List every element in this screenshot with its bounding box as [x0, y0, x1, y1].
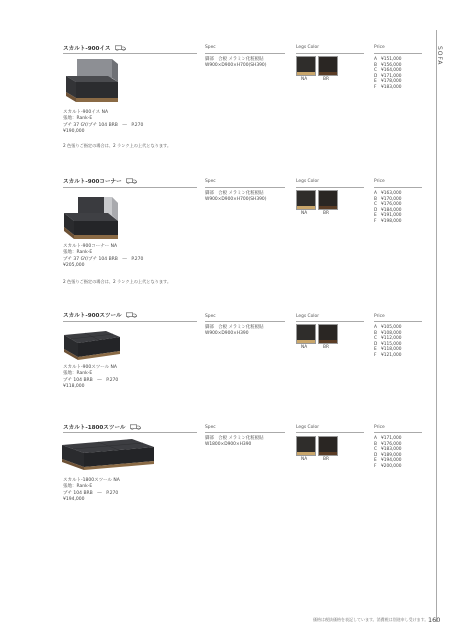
divider: [205, 187, 285, 188]
leg-color-header: Legs Color: [296, 179, 320, 184]
divider: [205, 432, 285, 433]
leg-color-header: Legs Color: [296, 45, 320, 50]
swatch-label: NA: [301, 457, 308, 462]
divider: [63, 432, 197, 433]
product-description: スカルト-900スツール NA 張地：Rank-E プチ 104 BRB ― P.270 ¥118,000: [63, 365, 119, 390]
divider: [374, 432, 422, 433]
leg-swatch-na: [296, 324, 316, 344]
divider: [63, 321, 197, 322]
spec-text: 脚部 合板 メラミン化粧板貼 W900×D900×H700(SH390): [205, 57, 267, 69]
price-list: [374, 191, 402, 225]
price-row: B ¥108,000: [374, 330, 402, 336]
price-row: D ¥189,000: [374, 452, 402, 458]
leg-color-header: Legs Color: [296, 314, 320, 319]
price-row: A ¥105,000: [374, 325, 402, 330]
price-row: D ¥115,000: [374, 341, 402, 347]
product-image-long-stool: [58, 435, 158, 475]
price-row: C ¥176,000: [374, 202, 402, 208]
price-row: E ¥194,000: [374, 458, 402, 464]
divider: [296, 321, 364, 322]
truck-icon: [130, 424, 141, 432]
price-header: Price: [374, 179, 385, 184]
divider: [205, 321, 285, 322]
price-list: [374, 436, 402, 470]
leg-swatch-na: [296, 436, 316, 456]
spec-text: 脚部 合板 メラミン化粧板貼 W1800×D900×H390: [205, 436, 264, 448]
page-number: 160: [428, 616, 441, 624]
swatch-label: NA: [301, 345, 308, 350]
price-header: Price: [374, 425, 385, 430]
price-row: F ¥183,000: [374, 84, 402, 90]
price-header: Price: [374, 45, 385, 50]
product-image-chair: [62, 56, 120, 106]
truck-icon: [126, 312, 137, 320]
footer-note: 価格は税抜価格を表記しています。消費税は別途申し受けます。: [313, 617, 429, 622]
leg-swatch-na: [296, 56, 316, 76]
leg-swatch-br: [318, 436, 338, 456]
price-row: E ¥118,000: [374, 347, 402, 353]
product-note: 2 色張りご指定の場合は、2 ランク上の上代となります。: [63, 279, 172, 284]
swatch-label: BR: [323, 211, 329, 216]
price-row: B ¥156,000: [374, 62, 402, 68]
leg-swatch-br: [318, 190, 338, 210]
swatch-label: BR: [323, 457, 329, 462]
price-row: D ¥171,000: [374, 73, 402, 79]
divider: [205, 53, 285, 54]
product-title: スカルト-900コーナー: [63, 177, 137, 186]
price-header: Price: [374, 314, 385, 319]
spec-header: Spec: [205, 179, 216, 184]
product-image-corner: [60, 193, 122, 243]
product-note: 2 色張りご指定の場合は、2 ランク上の上代となります。: [63, 143, 172, 148]
price-row: E ¥191,000: [374, 213, 402, 219]
swatch-label: BR: [323, 77, 329, 82]
spec-header: Spec: [205, 425, 216, 430]
divider: [374, 53, 422, 54]
divider: [63, 187, 197, 188]
divider: [374, 321, 422, 322]
swatch-label: BR: [323, 345, 329, 350]
product-description: スカルト-900コーナー NA 張地：Rank-E プチ 37 GY/プチ 104 BRB ― P.270 ¥205,000: [63, 244, 144, 269]
leg-swatch-br: [318, 324, 338, 344]
product-title: スカルト-1800スツール: [63, 423, 141, 432]
price-row: C ¥112,000: [374, 336, 402, 342]
divider: [296, 432, 364, 433]
price-row: B ¥170,000: [374, 196, 402, 202]
truck-icon: [126, 178, 137, 186]
side-divider: [436, 30, 437, 622]
price-row: A ¥171,000: [374, 436, 402, 441]
price-list: [374, 325, 402, 359]
price-row: C ¥183,000: [374, 447, 402, 453]
price-row: E ¥178,000: [374, 79, 402, 85]
leg-swatch-na: [296, 190, 316, 210]
truck-icon: [115, 45, 126, 53]
side-tab: [436, 0, 450, 637]
price-row: F ¥121,000: [374, 352, 402, 358]
divider: [296, 187, 364, 188]
product-title: スカルト-900スツール: [63, 311, 137, 320]
price-list: [374, 57, 402, 91]
leg-swatch-br: [318, 56, 338, 76]
spec-header: Spec: [205, 45, 216, 50]
swatch-label: NA: [301, 211, 308, 216]
product-image-stool: [60, 327, 124, 363]
spec-text: 脚部 合板 メラミン化粧板貼 W900×D900×H700(SH390): [205, 191, 267, 203]
divider: [63, 53, 197, 54]
spec-text: 脚部 合板 メラミン化粧板貼 W900×D900×H390: [205, 325, 264, 337]
price-row: A ¥151,000: [374, 57, 402, 62]
price-row: D ¥184,000: [374, 207, 402, 213]
price-row: A ¥163,000: [374, 191, 402, 196]
swatch-label: NA: [301, 77, 308, 82]
leg-color-header: Legs Color: [296, 425, 320, 430]
side-label: SOFA: [436, 46, 443, 66]
price-row: C ¥164,000: [374, 68, 402, 74]
divider: [296, 53, 364, 54]
price-row: F ¥198,000: [374, 218, 402, 224]
product-description: スカルト-900イス NA 張地：Rank-E プチ 37 GY/プチ 104 BRB ― P.270 ¥190,000: [63, 110, 144, 135]
product-description: スカルト-1800スツール NA 張地：Rank-E プチ 104 BRB ― P.270 ¥194,000: [63, 478, 120, 503]
spec-header: Spec: [205, 314, 216, 319]
price-row: F ¥200,000: [374, 463, 402, 469]
divider: [374, 187, 422, 188]
price-row: B ¥176,000: [374, 441, 402, 447]
product-title: スカルト-900イス: [63, 44, 126, 53]
